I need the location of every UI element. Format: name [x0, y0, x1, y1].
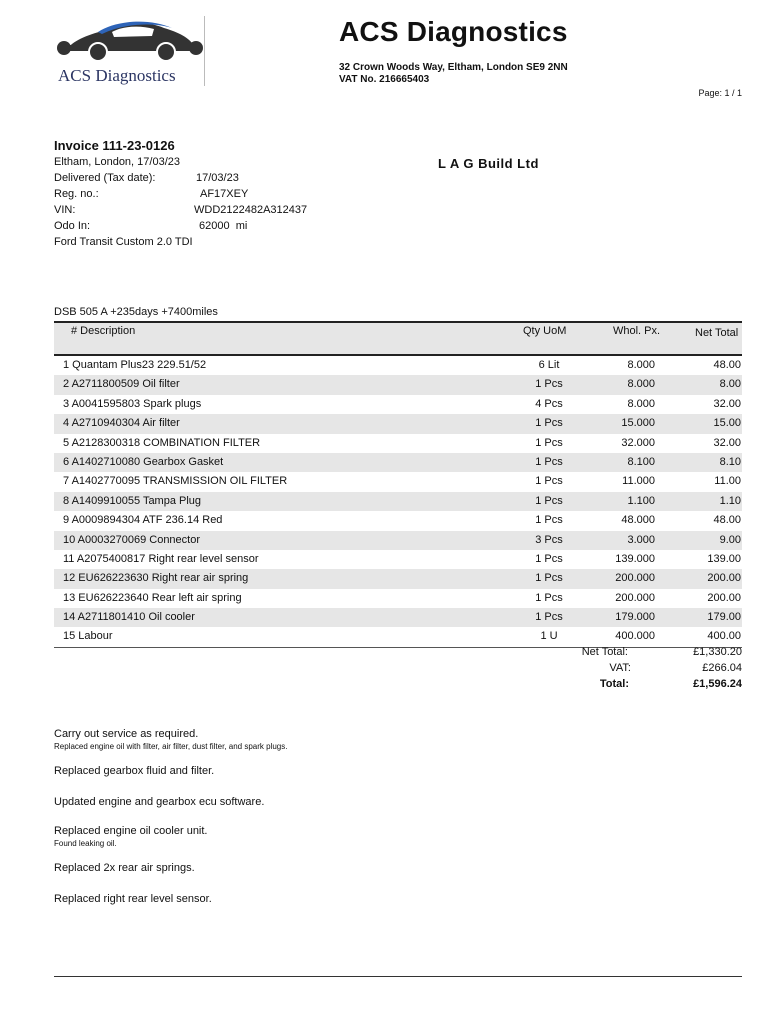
item-wholesale-price: 200.000: [615, 572, 655, 585]
vehicle-model: Ford Transit Custom 2.0 TDI: [54, 236, 193, 248]
company-logo: [54, 14, 206, 88]
invoice-title: Invoice 111-23-0126: [54, 138, 175, 153]
item-qty-uom: 1 Pcs: [535, 552, 563, 565]
table-row: [54, 375, 742, 394]
item-description: 13 EU626223640 Rear left air spring: [63, 591, 242, 604]
vat-label: VAT:: [609, 662, 631, 674]
service-reference: DSB 505 A +235days +7400miles: [54, 306, 218, 318]
footer-rule: [54, 976, 742, 977]
note-detail: Replaced engine oil with filter, air filter, dust filter, and spark plugs.: [54, 742, 288, 751]
item-qty-uom: 1 Pcs: [535, 417, 563, 430]
item-qty-uom: 1 Pcs: [535, 611, 563, 624]
item-qty-uom: 1 U: [540, 630, 558, 643]
delivered-label: Delivered (Tax date):: [54, 172, 156, 184]
work-notes: [54, 728, 704, 910]
odo-label: Odo In:: [54, 220, 91, 232]
item-net-total: 8.10: [719, 455, 741, 468]
note-spacer: [54, 777, 704, 782]
company-name: ACS Diagnostics: [339, 16, 568, 47]
table-row: [54, 453, 742, 472]
page-number: Page: 1 / 1: [698, 88, 742, 98]
item-net-total: 200.00: [707, 591, 741, 604]
delivered-value: 17/03/23: [196, 172, 239, 184]
note-item: [54, 862, 704, 879]
invoice-items-table: [54, 321, 742, 648]
note-text: Carry out service as required.: [54, 728, 199, 740]
item-wholesale-price: 11.000: [622, 475, 655, 488]
table-row: [54, 511, 742, 530]
item-net-total: 9.00: [719, 533, 741, 546]
item-net-total: 48.00: [713, 359, 741, 371]
item-description: 5 A2128300318 COMBINATION FILTER: [63, 436, 261, 449]
item-description: 10 A0003270069 Connector: [63, 533, 201, 546]
item-net-total: 1.10: [719, 494, 741, 507]
header-description: # Description: [71, 325, 136, 337]
note-item: [54, 825, 704, 848]
table-bottom-rule: [54, 647, 742, 648]
customer-name: L A G Build Ltd: [438, 156, 539, 171]
header-net-total: Net Total: [695, 327, 739, 339]
item-net-total: 8.00: [719, 378, 741, 391]
item-net-total: 32.00: [713, 397, 741, 410]
vin-label: VIN:: [54, 204, 76, 216]
item-wholesale-price: 179.000: [615, 611, 655, 624]
item-wholesale-price: 8.000: [627, 397, 655, 410]
table-row: [54, 434, 742, 453]
item-qty-uom: 4 Pcs: [535, 397, 563, 410]
table-row: [54, 472, 742, 491]
vat-value: £266.04: [702, 662, 742, 674]
note-spacer: [54, 808, 704, 813]
company-vat: VAT No. 216665403: [339, 74, 430, 85]
item-description: 12 EU626223630 Right rear air spring: [63, 572, 249, 585]
table-row: [54, 531, 742, 550]
item-qty-uom: 1 Pcs: [535, 514, 563, 527]
item-net-total: 139.00: [707, 552, 741, 565]
item-description: 3 A0041595803 Spark plugs: [63, 397, 202, 410]
logo-text: ACS Diagnostics: [58, 66, 176, 85]
table-row: [54, 569, 742, 588]
item-wholesale-price: 139.000: [615, 552, 655, 565]
item-wholesale-price: 200.000: [615, 591, 655, 604]
item-qty-uom: 1 Pcs: [535, 436, 563, 449]
item-qty-uom: 6 Lit: [538, 359, 560, 371]
item-wholesale-price: 400.000: [615, 630, 655, 643]
item-net-total: 32.00: [713, 436, 741, 449]
item-wholesale-price: 15.000: [621, 417, 655, 430]
table-row: [54, 608, 742, 627]
table-row: [54, 627, 742, 646]
reg-value: AF17XEY: [200, 188, 249, 200]
table-row: [54, 395, 742, 414]
item-description: 1 Quantam Plus23 229.51/52: [63, 359, 207, 371]
header-qty-uom: Qty UoM: [523, 325, 567, 337]
item-qty-uom: 3 Pcs: [535, 533, 563, 546]
note-text: Replaced right rear level sensor.: [54, 893, 212, 905]
note-item: [54, 796, 704, 813]
item-net-total: 200.00: [707, 572, 741, 585]
item-net-total: 48.00: [713, 514, 741, 527]
note-spacer: [54, 905, 704, 910]
item-qty-uom: 1 Pcs: [535, 591, 563, 604]
item-net-total: 179.00: [707, 611, 741, 624]
note-text: Replaced engine oil cooler unit.: [54, 825, 208, 837]
note-text: Updated engine and gearbox ecu software.: [54, 796, 265, 808]
note-spacer: [54, 874, 704, 879]
item-description: 11 A2075400817 Right rear level sensor: [63, 552, 259, 565]
item-wholesale-price: 8.000: [627, 378, 655, 391]
table-row: [54, 356, 742, 375]
note-item: [54, 728, 704, 751]
header-wholesale-price: Whol. Px.: [613, 325, 661, 337]
item-qty-uom: 1 Pcs: [535, 494, 563, 507]
item-wholesale-price: 1.100: [627, 494, 655, 507]
table-row: [54, 492, 742, 511]
vin-value: WDD2122482A312437: [194, 204, 308, 216]
table-row: [54, 589, 742, 608]
item-net-total: 11.00: [714, 475, 741, 488]
item-qty-uom: 1 Pcs: [535, 378, 563, 391]
note-text: Replaced gearbox fluid and filter.: [54, 765, 215, 777]
item-description: 14 A2711801410 Oil cooler: [63, 611, 195, 624]
net-total-label: Net Total:: [581, 646, 628, 658]
table-body: [54, 356, 742, 647]
item-qty-uom: 1 Pcs: [535, 455, 563, 468]
total-label: Total:: [599, 678, 629, 690]
item-net-total: 400.00: [707, 630, 741, 643]
total-value: £1,596.24: [693, 678, 742, 690]
item-description: 9 A0009894304 ATF 236.14 Red: [63, 514, 223, 527]
odo-value: 62000 mi: [199, 220, 248, 232]
invoice-place-date: Eltham, London, 17/03/23: [54, 156, 180, 168]
note-detail: Found leaking oil.: [54, 839, 117, 848]
item-wholesale-price: 3.000: [627, 533, 655, 546]
note-item: [54, 765, 704, 782]
table-row: [54, 414, 742, 433]
table-header: [54, 321, 742, 356]
table-row: [54, 550, 742, 569]
item-description: 2 A2711800509 Oil filter: [63, 378, 180, 391]
item-wholesale-price: 48.000: [621, 514, 655, 527]
item-description: 4 A2710940304 Air filter: [63, 417, 180, 430]
note-item: [54, 893, 704, 910]
item-description: 8 A1409910055 Tampa Plug: [63, 494, 202, 507]
net-total-value: £1,330.20: [693, 646, 742, 658]
company-address: 32 Crown Woods Way, Eltham, London SE9 2NN: [339, 62, 568, 73]
item-wholesale-price: 8.000: [627, 359, 655, 371]
item-description: 6 A1402710080 Gearbox Gasket: [63, 455, 224, 468]
item-description: 15 Labour: [63, 630, 113, 643]
item-wholesale-price: 8.100: [627, 455, 655, 468]
item-qty-uom: 1 Pcs: [535, 572, 563, 585]
item-net-total: 15.00: [713, 417, 741, 430]
reg-label: Reg. no.:: [54, 188, 99, 200]
car-wrench-logo-icon: [54, 14, 206, 66]
item-description: 7 A1402770095 TRANSMISSION OIL FILTER: [63, 475, 288, 488]
note-text: Replaced 2x rear air springs.: [54, 862, 195, 874]
item-wholesale-price: 32.000: [621, 436, 655, 449]
logo-divider: [204, 16, 205, 86]
item-qty-uom: 1 Pcs: [535, 475, 563, 488]
